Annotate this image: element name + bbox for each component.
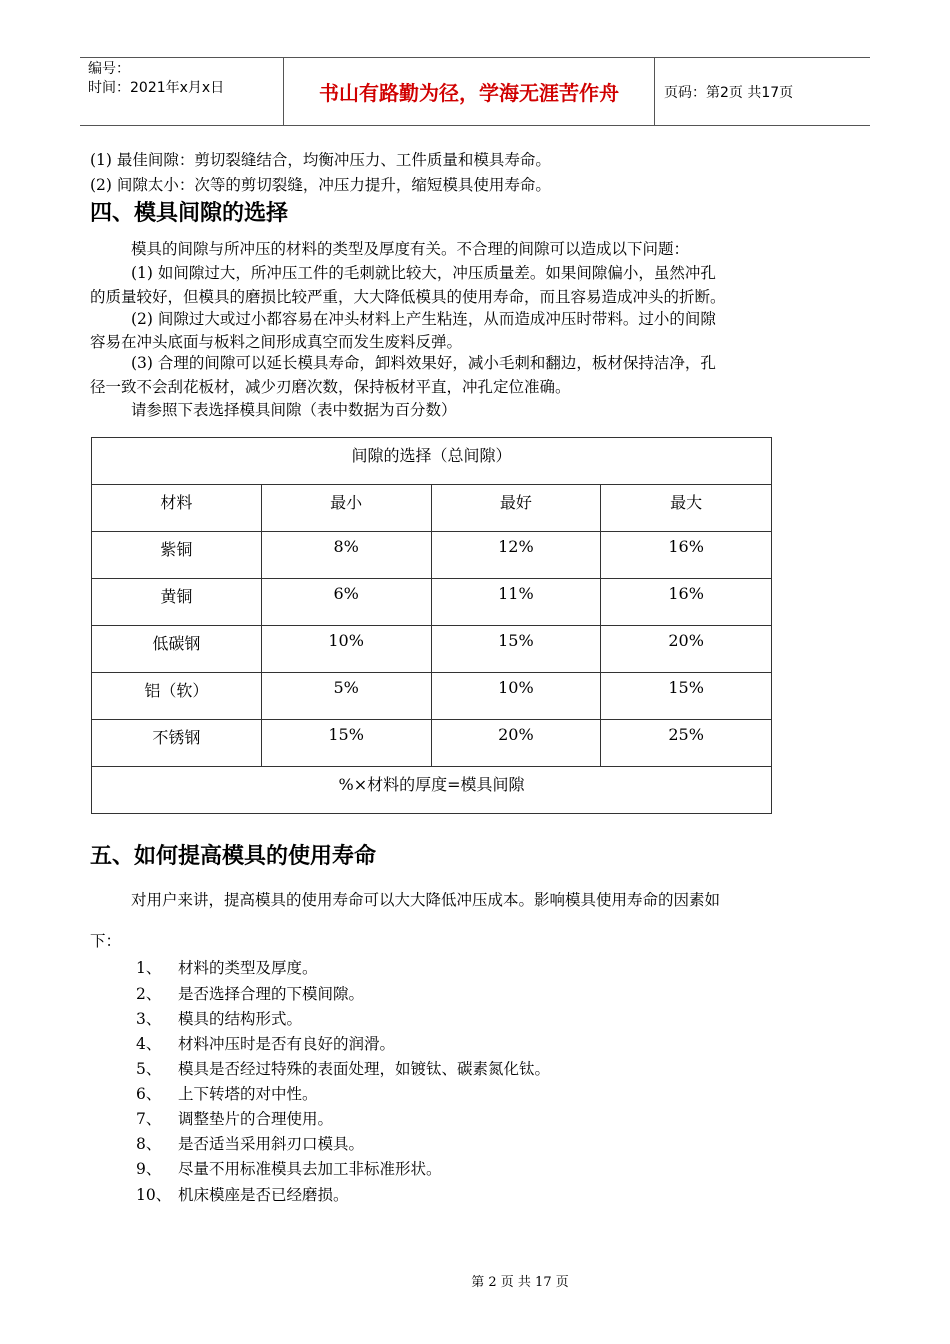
list-item xyxy=(136,1157,442,1179)
section4-line: 模具的间隙与所冲压的材料的类型及厚度有关。不合理的间隙可以造成以下问题： xyxy=(131,240,690,258)
page-footer: 第 2 页 共 17 页 xyxy=(471,1275,569,1290)
section4-line: (1) 如间隙过大，所冲压工件的毛刺就比较大，冲压质量差。如果间隙偏小，虽然冲孔 xyxy=(131,264,716,282)
page-header xyxy=(80,57,870,126)
table-footer-row xyxy=(92,767,772,814)
header-best: 最好 xyxy=(431,485,601,532)
table-row xyxy=(92,720,772,767)
list-item xyxy=(136,956,318,978)
list-number: 10、 xyxy=(136,1186,172,1204)
section5-intro-line-2: 下： xyxy=(90,932,122,950)
table-footer: %×材料的厚度=模具间隙 xyxy=(92,767,772,814)
list-number: 9、 xyxy=(136,1160,162,1178)
list-item xyxy=(136,1183,349,1205)
cell-max: 20% xyxy=(601,626,772,673)
list-item xyxy=(136,982,364,1004)
cell-min: 8% xyxy=(261,532,431,579)
list-text: 机床模座是否已经磨损。 xyxy=(178,1186,349,1204)
table-row xyxy=(92,626,772,673)
number-label: 编号： xyxy=(88,61,130,77)
list-text: 材料的类型及厚度。 xyxy=(178,959,318,977)
cell-max: 16% xyxy=(601,579,772,626)
header-min: 最小 xyxy=(261,485,431,532)
cell-min: 15% xyxy=(261,720,431,767)
cell-material: 不锈钢 xyxy=(92,720,262,767)
list-number: 4、 xyxy=(136,1035,162,1053)
list-number: 7、 xyxy=(136,1110,162,1128)
table-header-row xyxy=(92,485,772,532)
table-title-row xyxy=(92,438,772,485)
section4-line: 请参照下表选择模具间隙（表中数据为百分数） xyxy=(131,401,457,419)
list-text: 模具的结构形式。 xyxy=(178,1010,303,1028)
list-item xyxy=(136,1057,550,1079)
section4-line: 径一致不会刮花板材，减少刃磨次数，保持板材平直，冲孔定位准确。 xyxy=(90,378,571,396)
cell-material: 铝（软） xyxy=(92,673,262,720)
list-item xyxy=(136,1007,302,1029)
cell-best: 10% xyxy=(431,673,601,720)
header-page-info: 页码：第2页 共17页 xyxy=(664,85,794,101)
header-meta xyxy=(88,60,288,98)
header-motto: 书山有路勤为径，学海无涯苦作舟 xyxy=(283,58,655,125)
cell-min: 6% xyxy=(261,579,431,626)
section5-heading: 五、如何提高模具的使用寿命 xyxy=(90,844,377,869)
list-number: 3、 xyxy=(136,1010,162,1028)
section5-intro-line-1: 对用户来讲，提高模具的使用寿命可以大大降低冲压成本。影响模具使用寿命的因素如 xyxy=(131,891,721,909)
section4-line: 容易在冲头底面与板料之间形成真空而发生废料反弹。 xyxy=(90,333,463,351)
table-row xyxy=(92,579,772,626)
header-max: 最大 xyxy=(601,485,772,532)
list-text: 材料冲压时是否有良好的润滑。 xyxy=(178,1035,396,1053)
section4-heading: 四、模具间隙的选择 xyxy=(90,201,289,226)
intro-line-1: (1) 最佳间隙：剪切裂缝结合，均衡冲压力、工件质量和模具寿命。 xyxy=(90,151,551,169)
list-number: 8、 xyxy=(136,1135,162,1153)
cell-best: 12% xyxy=(431,532,601,579)
list-item xyxy=(136,1082,318,1104)
list-number: 5、 xyxy=(136,1060,162,1078)
list-text: 调整垫片的合理使用。 xyxy=(178,1110,334,1128)
cell-best: 15% xyxy=(431,626,601,673)
section4-line: (3) 合理的间隙可以延长模具寿命，卸料效果好，减小毛刺和翻边，板材保持洁净，孔 xyxy=(131,354,716,372)
list-text: 是否选择合理的下模间隙。 xyxy=(178,985,365,1003)
list-item xyxy=(136,1107,333,1129)
list-text: 上下转塔的对中性。 xyxy=(178,1085,318,1103)
cell-min: 10% xyxy=(261,626,431,673)
cell-best: 20% xyxy=(431,720,601,767)
cell-material: 紫铜 xyxy=(92,532,262,579)
intro-line-2: (2) 间隙太小：次等的剪切裂缝，冲压力提升，缩短模具使用寿命。 xyxy=(90,176,551,194)
cell-max: 16% xyxy=(601,532,772,579)
header-material: 材料 xyxy=(92,485,262,532)
list-text: 尽量不用标准模具去加工非标准形状。 xyxy=(178,1160,442,1178)
table-row xyxy=(92,673,772,720)
cell-material: 黄铜 xyxy=(92,579,262,626)
list-item xyxy=(136,1032,395,1054)
list-number: 2、 xyxy=(136,985,162,1003)
section4-line: 的质量较好，但模具的磨损比较严重，大大降低模具的使用寿命，而且容易造成冲头的折断。 xyxy=(90,288,726,306)
section4-line: (2) 间隙过大或过小都容易在冲头材料上产生粘连，从而造成冲压时带料。过小的间隙 xyxy=(131,310,716,328)
table-title: 间隙的选择（总间隙） xyxy=(92,438,772,485)
table-row xyxy=(92,532,772,579)
list-number: 6、 xyxy=(136,1085,162,1103)
cell-max: 15% xyxy=(601,673,772,720)
list-text: 模具是否经过特殊的表面处理，如镀钛、碳素氮化钛。 xyxy=(178,1060,551,1078)
cell-max: 25% xyxy=(601,720,772,767)
time-label: 时间：2021年x月x日 xyxy=(88,80,225,96)
cell-material: 低碳钢 xyxy=(92,626,262,673)
cell-best: 11% xyxy=(431,579,601,626)
list-item xyxy=(136,1132,364,1154)
list-text: 是否适当采用斜刃口模具。 xyxy=(178,1135,365,1153)
gap-selection-table xyxy=(91,437,772,814)
cell-min: 5% xyxy=(261,673,431,720)
list-number: 1、 xyxy=(136,959,162,977)
